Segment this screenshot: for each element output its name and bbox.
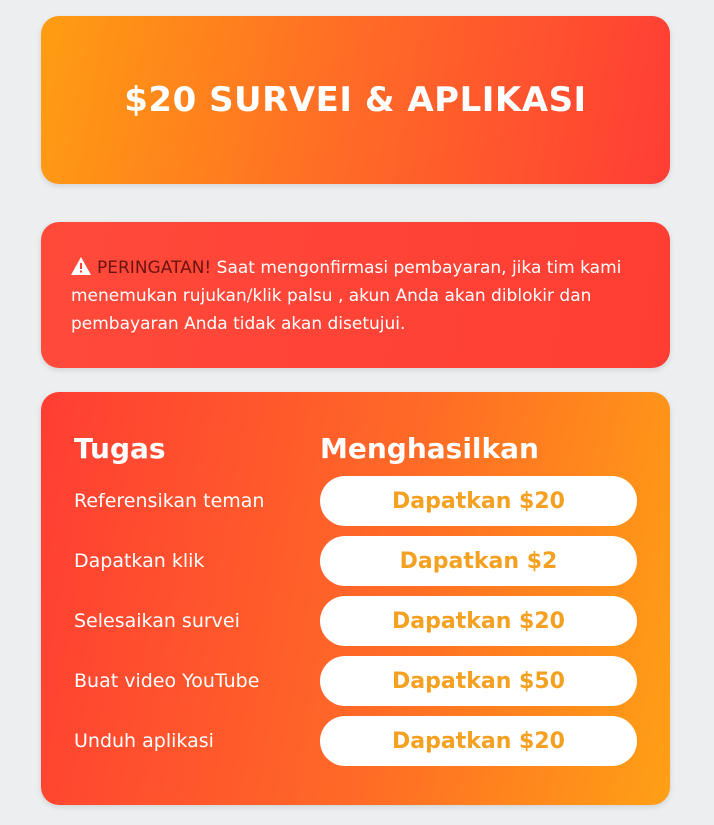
table-row — [41, 716, 670, 766]
task-name: Buat video YouTube — [74, 670, 260, 692]
task-table — [41, 392, 670, 805]
page-title: $20 SURVEI & APLIKASI — [124, 80, 587, 120]
task-name: Referensikan teman — [74, 490, 265, 512]
reward-button[interactable]: Dapatkan $2 — [320, 536, 637, 586]
reward-button[interactable]: Dapatkan $20 — [320, 716, 637, 766]
reward-button[interactable]: Dapatkan $20 — [320, 476, 637, 526]
warning-message: Saat mengonfirmasi pembayaran, jika tim kami menemukan rujukan/klik palsu , akun Anda akan diblokir dan pembayaran Anda tidak akan disetujui. — [71, 258, 622, 334]
warning-triangle-icon — [71, 257, 91, 275]
warning-notice — [41, 222, 670, 368]
column-header-earn: Menghasilkan — [320, 432, 539, 465]
task-name: Dapatkan klik — [74, 550, 205, 572]
task-name: Selesaikan survei — [74, 610, 240, 632]
title-banner — [41, 16, 670, 184]
column-header-task: Tugas — [74, 432, 166, 465]
table-row — [41, 476, 670, 526]
table-row — [41, 656, 670, 706]
task-name: Unduh aplikasi — [74, 730, 214, 752]
warning-label: PERINGATAN! — [97, 258, 212, 278]
reward-button[interactable]: Dapatkan $50 — [320, 656, 637, 706]
table-row — [41, 536, 670, 586]
reward-button[interactable]: Dapatkan $20 — [320, 596, 637, 646]
table-row — [41, 596, 670, 646]
